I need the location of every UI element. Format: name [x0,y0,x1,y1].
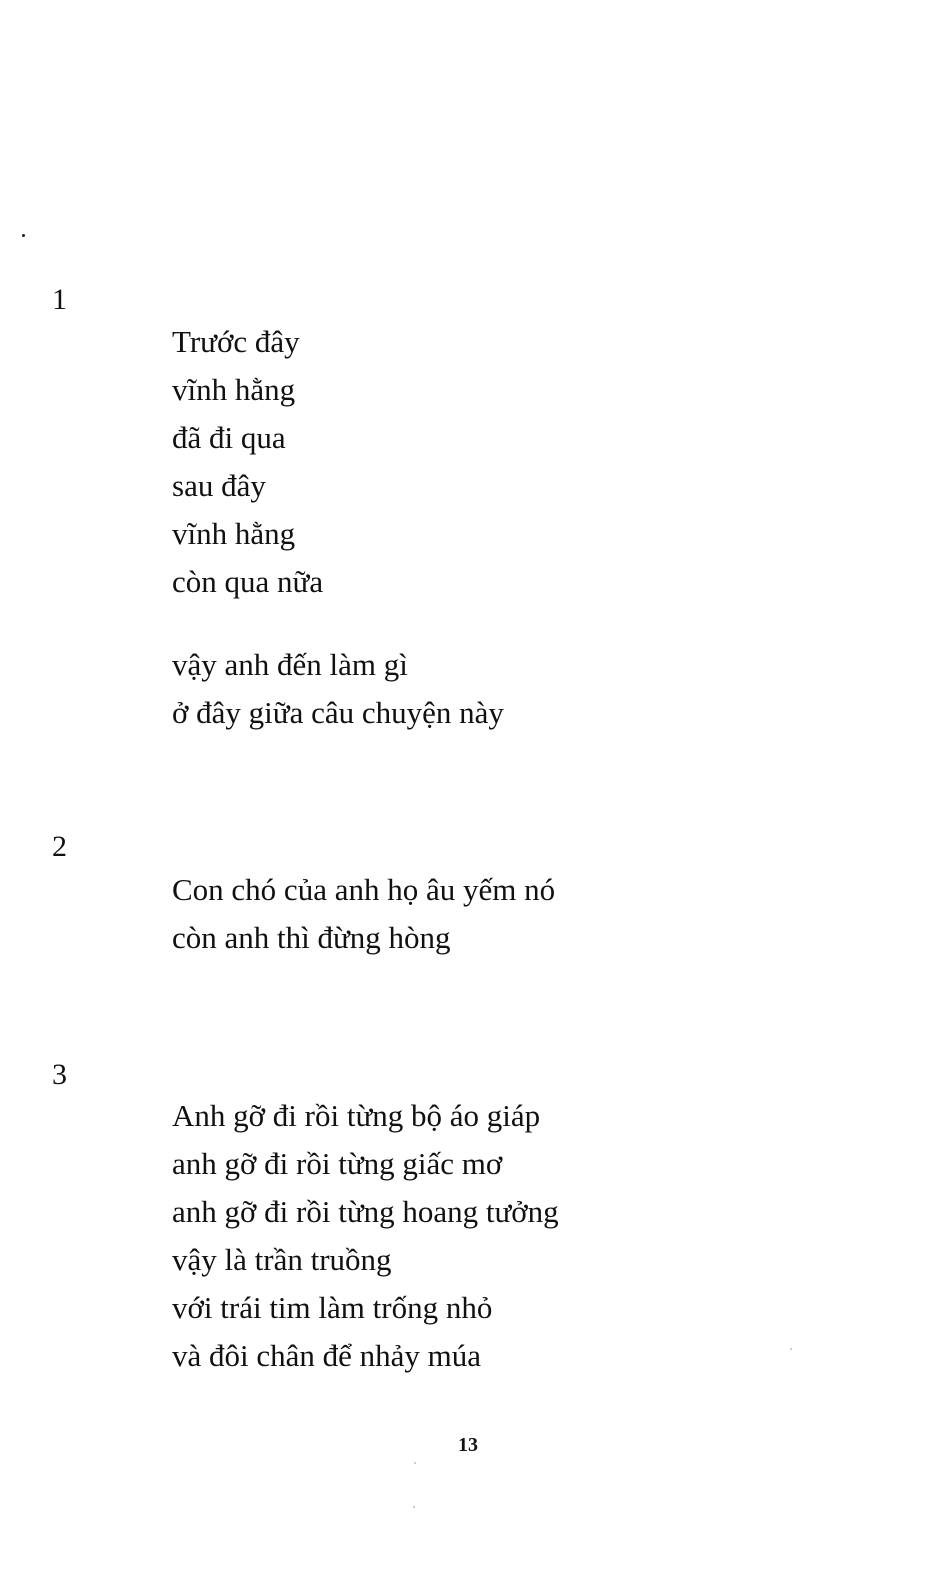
poem-line: Con chó của anh họ âu yếm nó [172,872,556,907]
poem-line: anh gỡ đi rồi từng hoang tưởng [172,1194,559,1229]
scan-speck [790,1348,792,1350]
poem-1-stanza-1 [172,318,323,606]
poem-line: vậy là trần truồng [172,1242,392,1277]
poem-line: vậy anh đến làm gì [172,647,408,682]
poem-line: với trái tim làm trống nhỏ [172,1290,493,1325]
poem-line: còn anh thì đừng hòng [172,920,451,955]
page-number: 13 [458,1434,478,1456]
poem-1-stanza-2 [172,641,504,737]
scan-speck [414,1462,416,1464]
poem-line: và đôi chân để nhảy múa [172,1338,482,1373]
poem-line: anh gỡ đi rồi từng giấc mơ [172,1146,503,1181]
poem-number-1: 1 [52,283,67,316]
poem-3-stanza-1 [172,1092,559,1380]
poem-line: ở đây giữa câu chuyện này [172,695,504,730]
scan-speck [413,1506,415,1508]
poem-line: Trước đây [172,324,300,359]
poem-line: đã đi qua [172,420,286,455]
poem-line: Anh gỡ đi rồi từng bộ áo giáp [172,1098,541,1133]
poem-line: vĩnh hằng [172,372,296,407]
poem-line: sau đây [172,468,266,503]
poem-number-2: 2 [52,830,67,863]
poem-line: vĩnh hằng [172,516,296,551]
poem-line: còn qua nữa [172,564,324,599]
poem-number-3: 3 [52,1058,67,1091]
stray-dot [22,234,25,237]
poem-2-stanza-1 [172,866,555,962]
